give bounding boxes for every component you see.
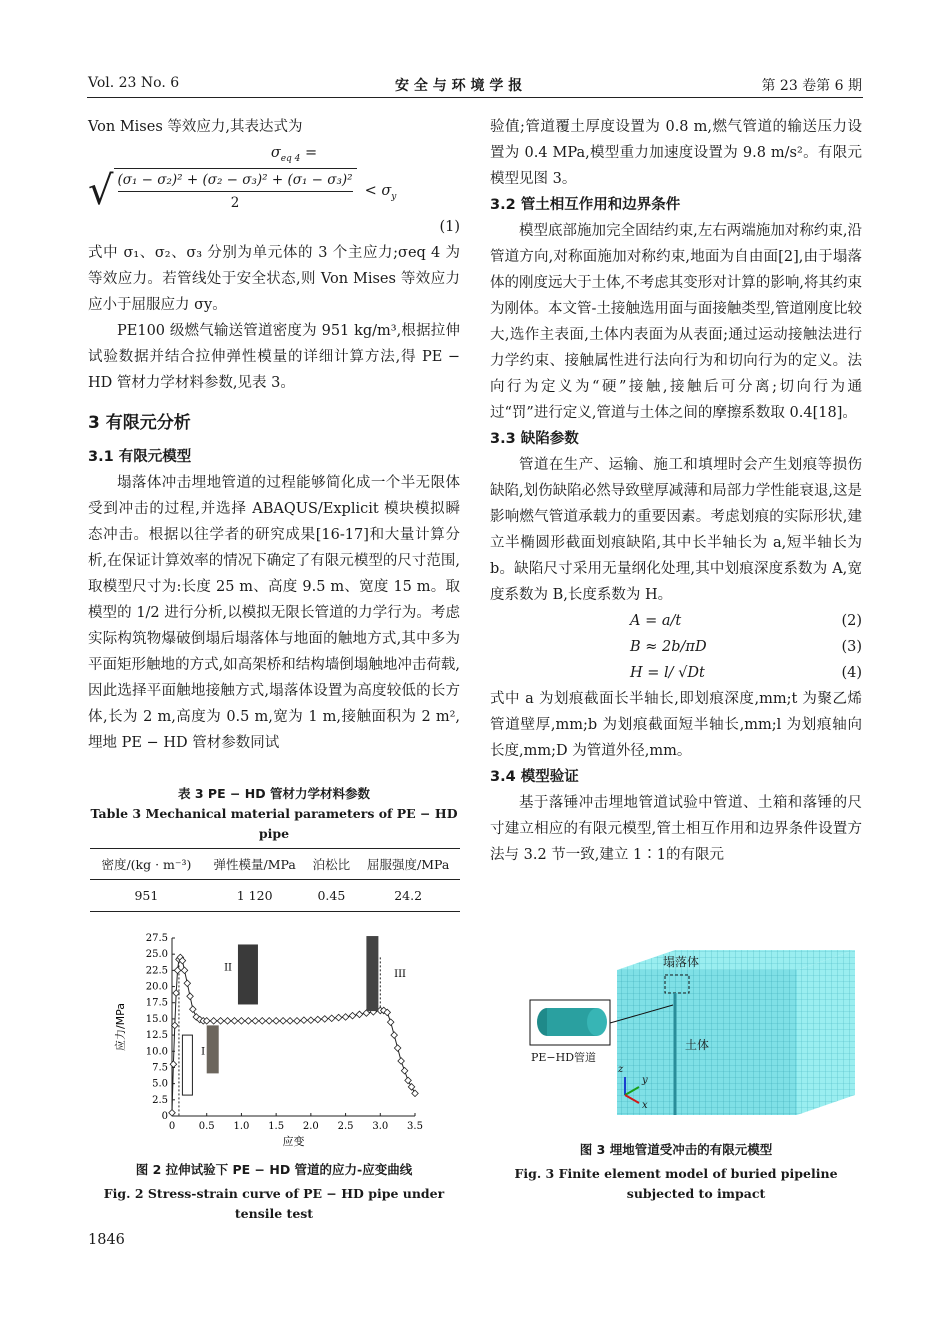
- label-collapse-body: 塌落体: [663, 955, 700, 969]
- table-header: 屈服强度/MPa: [356, 849, 460, 880]
- data-point: [356, 1011, 363, 1018]
- eq1-denominator: 2: [230, 195, 240, 211]
- data-point: [273, 1018, 280, 1025]
- data-point: [412, 1090, 419, 1097]
- y-tick-label: 15.0: [145, 1013, 168, 1025]
- x-tick-label: 2.0: [302, 1121, 319, 1132]
- subsection-heading: 3.3 缺陷参数: [490, 431, 579, 447]
- table-cell: 951: [90, 880, 203, 912]
- data-point: [280, 1018, 287, 1025]
- x-tick-label: 0: [168, 1121, 176, 1132]
- paragraph: PE100 级燃气输送管道密度为 951 kg/m³,根据拉伸试验数据并结合拉伸弹性模量的详细计算方法,得 PE − HD 管材力学材料参数,见表 3。: [88, 323, 460, 391]
- table-3: [88, 784, 460, 912]
- paragraph: 式中 a 为划痕截面长半轴长,即划痕深度,mm;t 为聚乙烯管道壁厚,mm;b 为划痕截面短半轴长,mm;l 为划痕轴向长度,mm;D 为管道外径,mm。: [490, 691, 862, 759]
- paragraph: 模型底部施加完全固结约束,左右两端施加对称约束,沿管道方向,对称面施加对称约束,地面为自由面[2],由于塌落体的刚度远大于土体,不考虑其变形对计算的影响,将其约束为刚体。本文管-土接触选用面与面接触类型,管道刚度比较大,选作主表面,土体内表面为从表面;通过运动接触法进行力学约束、接触属性进行法向行为和切向行为的定义。法向行为定义为“硬”接触,接触后可分离;切向行为通过“罚”进行定义,管道与土体之间的摩擦系数取 0.4[18]。: [490, 223, 863, 421]
- x-tick-label: 1.0: [233, 1121, 250, 1132]
- table-cell: 1 120: [203, 880, 307, 912]
- fig2-caption-cn: 图 2 拉伸试验下 PE − HD 管道的应力-应变曲线: [135, 1162, 413, 1177]
- section-heading: 3 有限元分析: [88, 413, 191, 433]
- x-tick-label: 1.5: [268, 1121, 285, 1132]
- data-point: [266, 1018, 273, 1025]
- x-tick-label: 0.5: [198, 1121, 215, 1132]
- table-cell: 24.2: [356, 880, 460, 912]
- data-point: [401, 1067, 408, 1074]
- pipe-icon: [537, 1008, 607, 1036]
- stress-strain-chart: [110, 930, 430, 1150]
- table-header: 泊松比: [306, 849, 356, 880]
- table-row: [90, 880, 460, 912]
- data-point: [181, 967, 188, 974]
- specimen-photo-1: [207, 1025, 219, 1073]
- data-point: [294, 1018, 301, 1025]
- data-point: [408, 1084, 415, 1091]
- data-point: [174, 967, 181, 974]
- region-label: II: [224, 962, 232, 974]
- eq1-rhs: < $\sigma_y$: [364, 183, 397, 202]
- paragraph: 验值;管道覆土厚度设置为 0.8 m,燃气管道的输送压力设置为 0.4 MPa,模型重力加速度设置为 9.8 m/s²。有限元模型见图 3。: [490, 119, 862, 187]
- paragraph: 管道在生产、运输、施工和填埋时会产生划痕等损伤缺陷,划伤缺陷必然导致壁厚减薄和局部力学性能衰退,这是影响燃气管道承载力的重要因素。考虑划痕的实际形状,建立半椭圆形截面划痕缺陷,其中长半轴长为 a,短半轴长为 b。缺陷尺寸采用无量纲化处理,其中划痕深度系数为 A,宽度系数为 B,长度系数为 H。: [490, 457, 862, 603]
- data-point: [391, 1032, 398, 1039]
- equation-4: H = l/ √Dt (4): [630, 665, 862, 681]
- journal-issue: 第 23 卷第 6 期: [761, 78, 862, 94]
- paragraph: 塌落体冲击埋地管道的过程能够简化成一个半无限体受到冲击的过程,并选择 ABAQUS/Explicit 模块模拟瞬态冲击。根据以往学者的研究成果[16-17]和大量计算分析,在保证计算效率的情况下确定了有限元模型的尺寸范围,取模型尺寸为:长度 25 m、高度 9.5 m、宽度 15 m。取模型的 1/2 进行分析,以模拟无限长管道的力学行为。考虑实际构筑物爆破倒塌后塌落体与地面的触地方式,其中多为平面矩形触地的方式,如高架桥和结构墙倒塌触地冲击荷载,因此选择平面触地接触方式,塌落体设置为高度较低的长方体,长为 2 m,高度为 0.5 m,宽为 1 m,接触面积为 2 m²,埋地 PE − HD 管材参数同试: [88, 475, 460, 751]
- equation-1-lhs: $\sigma_{eq 4}$ =: [270, 145, 318, 164]
- equation-number: (1): [439, 219, 460, 235]
- x-tick-label: 2.5: [337, 1121, 354, 1132]
- data-point: [328, 1015, 335, 1022]
- data-point: [170, 1061, 177, 1068]
- data-point: [405, 1077, 412, 1084]
- axis-y-label: y: [642, 1075, 648, 1086]
- paragraph: 式中 σ₁、σ₂、σ₃ 分别为单元体的 3 个主应力;σeq 4 为等效应力。若管线处于安全状态,则 Von Mises 等效应力应小于屈服应力 σy。: [88, 245, 460, 313]
- x-axis-label: 应变: [282, 1135, 305, 1148]
- data-point: [184, 980, 191, 987]
- data-point: [394, 1045, 401, 1052]
- left-column: [88, 114, 460, 756]
- data-point: [387, 1019, 394, 1026]
- data-point: [398, 1058, 405, 1065]
- region-label: III: [394, 968, 407, 980]
- equation-3: B ≈ 2b/πD (3): [630, 639, 862, 655]
- data-point: [252, 1018, 259, 1025]
- table-header: 密度/(kg · m⁻³): [90, 849, 203, 880]
- journal-volume: Vol. 23 No. 6: [88, 75, 180, 91]
- subsection-heading: 3.2 管土相互作用和边界条件: [490, 197, 681, 213]
- y-tick-label: 10.0: [145, 1046, 168, 1058]
- data-point: [224, 1018, 231, 1025]
- table-caption-cn: 表 3 PE − HD 管材力学材料参数: [178, 786, 370, 801]
- journal-title: 安 全 与 环 境 学 报: [395, 78, 523, 94]
- material-table: [90, 848, 460, 912]
- data-point: [217, 1018, 224, 1025]
- data-point: [187, 993, 194, 1000]
- subsection-heading: 3.4 模型验证: [490, 769, 579, 785]
- paragraph: 基于落锤冲击埋地管道试验中管道、土箱和落锤的尺寸建立相应的有限元模型,管土相互作用和边界条件设置方法与 3.2 节一致,建立 1∶1的有限元: [490, 795, 862, 863]
- data-point: [259, 1018, 266, 1025]
- region-label: I: [201, 1046, 206, 1058]
- fig3-caption-en-2: subjected to impact: [626, 1186, 766, 1201]
- x-tick-label: 3.0: [372, 1121, 389, 1132]
- fig3-caption-en-1: Fig. 3 Finite element model of buried pipeline: [514, 1166, 838, 1181]
- x-tick-label: 3.5: [407, 1121, 423, 1132]
- label-pipe: PE−HD管道: [531, 1051, 597, 1064]
- right-column: [490, 114, 862, 868]
- y-tick-label: 27.5: [145, 933, 168, 944]
- data-point: [169, 1110, 176, 1117]
- axis-x-label: x: [642, 1100, 648, 1111]
- y-tick-label: 5.0: [152, 1078, 168, 1090]
- fig2-caption-en: Fig. 2 Stress-strain curve of PE − HD pipe under tensile test: [103, 1186, 445, 1221]
- y-tick-label: 22.5: [145, 965, 168, 977]
- data-point: [231, 1018, 238, 1025]
- sqrt-sign: √: [88, 168, 114, 214]
- y-tick-label: 12.5: [145, 1030, 168, 1042]
- data-point: [308, 1017, 315, 1024]
- data-point: [287, 1018, 294, 1025]
- figure-3: [525, 945, 855, 1130]
- soil-side-face: [797, 950, 855, 1115]
- eq1-numerator: (σ₁ − σ₂)² + (σ₂ − σ₃)² + (σ₁ − σ₃)²: [118, 169, 353, 192]
- paragraph: Von Mises 等效应力,其表达式为: [88, 119, 303, 135]
- fig3-caption-cn: 图 3 埋地管道受冲击的有限元模型: [579, 1142, 773, 1157]
- data-point: [315, 1016, 322, 1023]
- y-tick-label: 2.5: [152, 1094, 168, 1106]
- data-point: [238, 1018, 245, 1025]
- data-point: [190, 1006, 197, 1013]
- y-tick-label: 25.0: [145, 949, 168, 961]
- data-point: [321, 1016, 328, 1023]
- data-point: [173, 990, 180, 997]
- data-point: [245, 1018, 252, 1025]
- axis-z-label: z: [618, 1064, 624, 1075]
- y-axis-label: 应力/MPa: [114, 1002, 127, 1052]
- y-tick-label: 17.5: [145, 997, 168, 1009]
- specimen-box-1: [182, 1035, 192, 1095]
- label-soil: 土体: [685, 1038, 710, 1052]
- data-point: [172, 1022, 179, 1029]
- y-tick-label: 20.0: [145, 981, 168, 993]
- figure-3-caption: [490, 1140, 862, 1204]
- data-point: [210, 1018, 217, 1025]
- table-header: 弹性模量/MPa: [203, 849, 307, 880]
- table-cell: 0.45: [306, 880, 356, 912]
- figure-2-caption: [88, 1160, 460, 1224]
- equation-1: [88, 168, 460, 214]
- page-number: 1846: [88, 1232, 125, 1248]
- header-rule: [87, 97, 863, 98]
- data-point: [335, 1014, 342, 1021]
- table-caption-en: Table 3 Mechanical material parameters of PE − HD pipe: [90, 806, 458, 841]
- data-point: [301, 1017, 308, 1024]
- equation-2: A = a/t (2): [630, 613, 862, 629]
- y-tick-label: 7.5: [152, 1062, 168, 1074]
- y-tick-label: 0: [161, 1111, 168, 1122]
- data-point: [349, 1012, 356, 1019]
- specimen-photo-3: [366, 936, 378, 1011]
- specimen-photo-2: [238, 944, 258, 1004]
- subsection-heading: 3.1 有限元模型: [88, 449, 192, 465]
- data-point: [342, 1014, 349, 1021]
